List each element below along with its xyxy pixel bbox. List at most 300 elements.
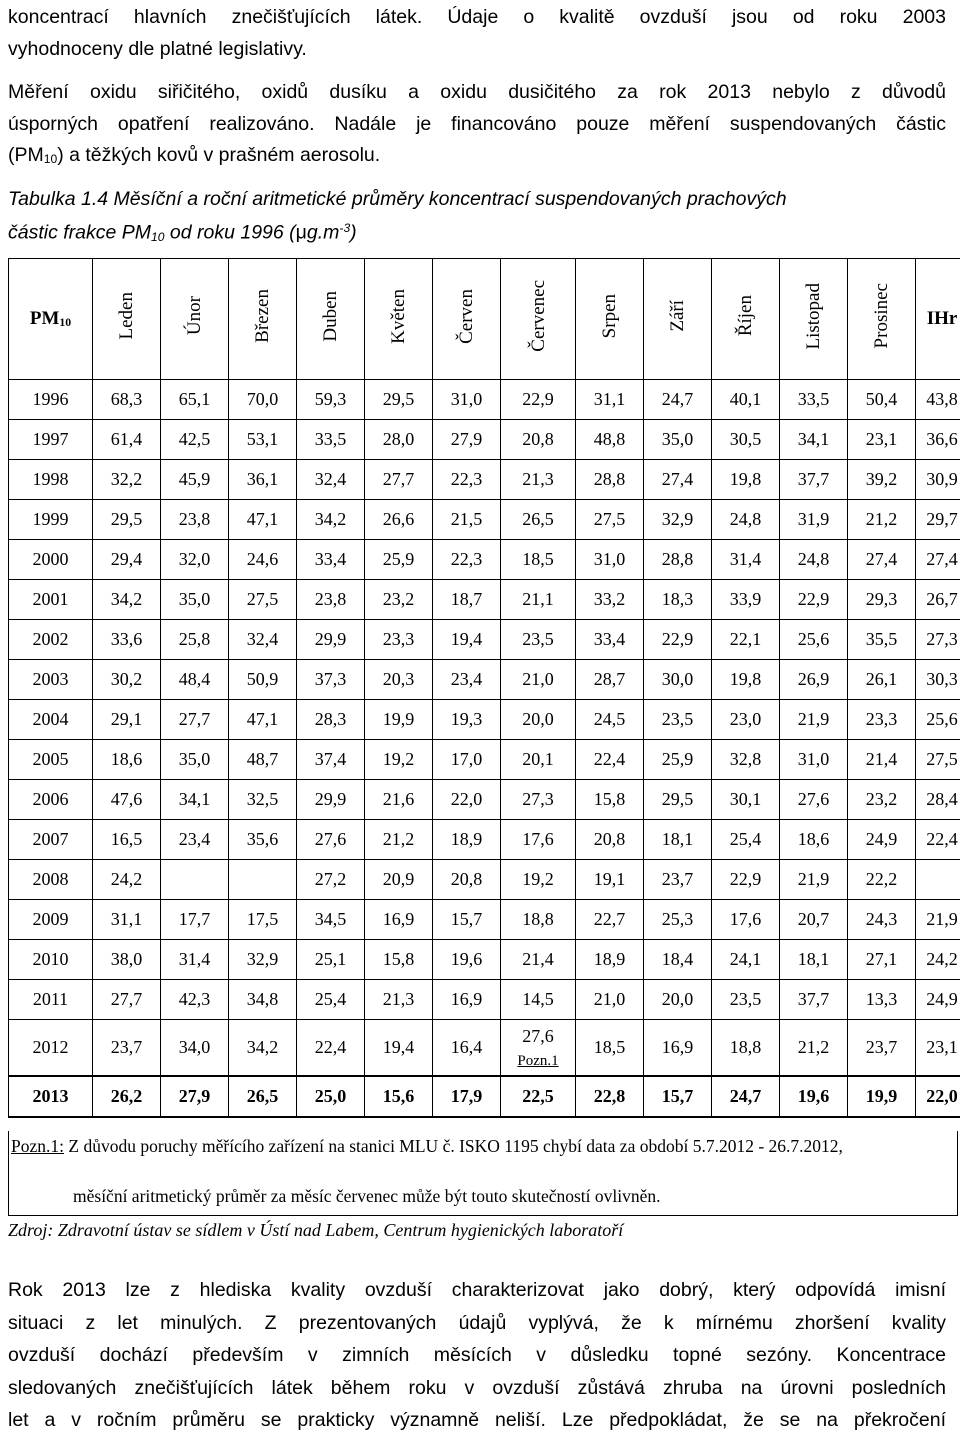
value-cell: 18,1 <box>780 940 848 980</box>
year-cell: 2005 <box>9 740 93 780</box>
header-month: Srpen <box>576 259 644 380</box>
value-cell: 37,7 <box>780 980 848 1020</box>
value-cell: 27,7 <box>93 980 161 1020</box>
value-cell: 26,9 <box>780 660 848 700</box>
value-cell: 32,9 <box>644 500 712 540</box>
value-cell: 29,4 <box>93 540 161 580</box>
value-cell: 24,6 <box>229 540 297 580</box>
year-cell: 2011 <box>9 980 93 1020</box>
value-cell: 29,5 <box>644 780 712 820</box>
value-cell: 26,7 <box>916 580 960 620</box>
value-cell: 47,6 <box>93 780 161 820</box>
value-cell: 32,0 <box>161 540 229 580</box>
value-cell: 27,5 <box>576 500 644 540</box>
value-cell: 37,3 <box>297 660 365 700</box>
value-cell: 35,6 <box>229 820 297 860</box>
table-row <box>9 540 960 580</box>
value-cell: 33,5 <box>297 420 365 460</box>
value-cell: 24,3 <box>848 900 916 940</box>
value-cell: 20,8 <box>576 820 644 860</box>
value-cell: 34,8 <box>229 980 297 1020</box>
value-cell: 65,1 <box>161 380 229 420</box>
value-cell: 26,5 <box>501 500 576 540</box>
value-cell: 24,2 <box>916 940 960 980</box>
table-row <box>9 460 960 500</box>
value-cell: 15,6 <box>365 1076 433 1117</box>
value-cell: 21,3 <box>365 980 433 1020</box>
value-cell: 20,8 <box>501 420 576 460</box>
value-cell: 59,3 <box>297 380 365 420</box>
value-cell: 33,9 <box>712 580 780 620</box>
header-month: Březen <box>229 259 297 380</box>
table-header-row <box>9 259 960 380</box>
value-cell: 47,1 <box>229 700 297 740</box>
value-cell: 21,9 <box>780 860 848 900</box>
value-cell: 15,8 <box>576 780 644 820</box>
outro-line: ovzduší dochází především v zimních měsících v důsledku topné sezóny. Koncentrace <box>8 1339 946 1372</box>
value-cell: 18,6 <box>780 820 848 860</box>
value-cell: 16,5 <box>93 820 161 860</box>
outro-line: let a v ročním průměru se prakticky významně neliší. Lze předpokládat, že se na překročení <box>8 1404 946 1437</box>
value-cell: 31,1 <box>93 900 161 940</box>
value-cell: 25,8 <box>161 620 229 660</box>
year-cell: 1998 <box>9 460 93 500</box>
value-cell: 28,8 <box>644 540 712 580</box>
header-month: Prosinec <box>848 259 916 380</box>
year-cell: 1997 <box>9 420 93 460</box>
value-cell: 25,6 <box>780 620 848 660</box>
value-cell: 22,3 <box>433 540 501 580</box>
value-cell: 19,4 <box>433 620 501 660</box>
value-cell: 27,4 <box>916 540 960 580</box>
value-cell: 23,3 <box>365 620 433 660</box>
value-cell: 21,6 <box>365 780 433 820</box>
value-cell: 68,3 <box>93 380 161 420</box>
table-row <box>9 1076 960 1117</box>
value-cell: 35,0 <box>161 740 229 780</box>
value-cell: 21,9 <box>916 900 960 940</box>
value-cell <box>229 860 297 900</box>
value-cell: 18,4 <box>644 940 712 980</box>
value-cell: 35,0 <box>644 420 712 460</box>
value-cell: 17,6 <box>712 900 780 940</box>
table-row <box>9 1020 960 1077</box>
value-cell: 33,2 <box>576 580 644 620</box>
intro-line: úsporných opatření realizováno. Nadále je financováno pouze měření suspendovaných částic <box>8 109 946 141</box>
value-cell: 33,4 <box>297 540 365 580</box>
value-cell: 24,1 <box>712 940 780 980</box>
value-cell: 27,7 <box>365 460 433 500</box>
table-footnote <box>8 1131 958 1216</box>
value-cell: 29,5 <box>93 500 161 540</box>
value-cell: 29,9 <box>297 620 365 660</box>
value-cell: 15,7 <box>433 900 501 940</box>
value-cell: 50,4 <box>848 380 916 420</box>
value-cell: 28,3 <box>297 700 365 740</box>
value-cell: 27,1 <box>848 940 916 980</box>
year-cell: 2006 <box>9 780 93 820</box>
value-cell: 40,1 <box>712 380 780 420</box>
value-cell: 27,7 <box>161 700 229 740</box>
value-cell: 22,0 <box>433 780 501 820</box>
year-cell: 1996 <box>9 380 93 420</box>
value-cell: 17,6 <box>501 820 576 860</box>
year-cell: 2009 <box>9 900 93 940</box>
value-cell: 33,5 <box>780 380 848 420</box>
year-cell: 2010 <box>9 940 93 980</box>
value-cell: 23,5 <box>501 620 576 660</box>
value-cell: 31,4 <box>161 940 229 980</box>
caption-line: částic frakce PM10 od roku 1996 $(\mu g.m^{-3})$ <box>8 214 948 252</box>
value-cell: 18,8 <box>501 900 576 940</box>
value-cell: 22,4 <box>916 820 960 860</box>
value-cell: 48,4 <box>161 660 229 700</box>
value-cell: 19,8 <box>712 660 780 700</box>
value-cell: 30,5 <box>712 420 780 460</box>
value-cell: 23,8 <box>297 580 365 620</box>
value-cell: 22,9 <box>644 620 712 660</box>
table-row <box>9 660 960 700</box>
value-cell: 28,4 <box>916 780 960 820</box>
header-month: Únor <box>161 259 229 380</box>
header-month: Duben <box>297 259 365 380</box>
value-cell: 28,8 <box>576 460 644 500</box>
year-cell: 2007 <box>9 820 93 860</box>
value-cell: 13,3 <box>848 980 916 1020</box>
value-cell: 22,4 <box>297 1020 365 1077</box>
value-cell: 29,1 <box>93 700 161 740</box>
value-cell: 22,9 <box>712 860 780 900</box>
value-cell: 26,6 <box>365 500 433 540</box>
value-cell: 34,2 <box>297 500 365 540</box>
value-cell: 20,9 <box>365 860 433 900</box>
year-cell: 2000 <box>9 540 93 580</box>
value-cell: 27,5 <box>916 740 960 780</box>
value-cell: 29,5 <box>365 380 433 420</box>
value-cell: 27,3 <box>916 620 960 660</box>
value-cell: 22,8 <box>576 1076 644 1117</box>
value-cell: 27,6 <box>780 780 848 820</box>
value-cell: 27,4 <box>848 540 916 580</box>
year-cell: 2004 <box>9 700 93 740</box>
value-cell: 23,0 <box>712 700 780 740</box>
value-cell: 21,2 <box>848 500 916 540</box>
value-cell: 30,2 <box>93 660 161 700</box>
value-cell: 32,4 <box>229 620 297 660</box>
value-cell: 29,3 <box>848 580 916 620</box>
value-cell: 19,9 <box>365 700 433 740</box>
value-cell: 15,7 <box>644 1076 712 1117</box>
value-cell: 31,4 <box>712 540 780 580</box>
value-cell: 27,6 <box>297 820 365 860</box>
year-cell: 2001 <box>9 580 93 620</box>
value-cell: 23,8 <box>161 500 229 540</box>
value-cell: 25,6 <box>916 700 960 740</box>
outro-line: sledovaných znečišťujících látek během roku v ovzduší zůstává zhruba na úrovni posledních <box>8 1372 946 1405</box>
value-cell: 16,9 <box>433 980 501 1020</box>
outro-line: situaci z let minulých. Z prezentovaných údajů vyplývá, že k mírnému zhoršení kvality <box>8 1307 946 1340</box>
value-cell: 23,7 <box>848 1020 916 1077</box>
value-cell: 21,3 <box>501 460 576 500</box>
year-cell: 2013 <box>9 1076 93 1117</box>
value-cell: 19,1 <box>576 860 644 900</box>
value-cell: 16,9 <box>365 900 433 940</box>
value-cell: 32,9 <box>229 940 297 980</box>
pm10-table <box>8 258 960 1118</box>
value-cell: 36,1 <box>229 460 297 500</box>
value-cell: 22,2 <box>848 860 916 900</box>
value-cell: 31,1 <box>576 380 644 420</box>
value-cell: 34,2 <box>229 1020 297 1077</box>
value-cell: 24,5 <box>576 700 644 740</box>
value-cell: 25,4 <box>712 820 780 860</box>
footnote-ref: Pozn.1 <box>501 1053 575 1070</box>
value-cell: 61,4 <box>93 420 161 460</box>
table-row <box>9 860 960 900</box>
value-cell: 48,8 <box>576 420 644 460</box>
value-cell: 15,8 <box>365 940 433 980</box>
intro-line: Měření oxidu siřičitého, oxidů dusíku a oxidu dusičitého za rok 2013 nebylo z důvodů <box>8 77 946 109</box>
value-cell: 28,0 <box>365 420 433 460</box>
value-cell: 19,2 <box>365 740 433 780</box>
value-cell: 23,1 <box>916 1020 960 1077</box>
value-cell: 22,4 <box>576 740 644 780</box>
value-cell: 26,1 <box>848 660 916 700</box>
value-cell: 22,7 <box>576 900 644 940</box>
value-cell: 24,9 <box>916 980 960 1020</box>
value-cell: 25,1 <box>297 940 365 980</box>
value-cell: 23,3 <box>848 700 916 740</box>
value-cell: 34,1 <box>161 780 229 820</box>
value-cell: 32,2 <box>93 460 161 500</box>
value-cell: 34,5 <box>297 900 365 940</box>
footnote-label: Pozn.1: <box>11 1136 64 1156</box>
value-cell: 19,9 <box>848 1076 916 1117</box>
outro-line: Rok 2013 lze z hlediska kvality ovzduší charakterizovat jako dobrý, který odpovídá imisní <box>8 1274 946 1307</box>
value-cell: 21,4 <box>848 740 916 780</box>
value-cell: 22,9 <box>501 380 576 420</box>
year-cell: 1999 <box>9 500 93 540</box>
value-cell: 37,4 <box>297 740 365 780</box>
value-cell: 19,4 <box>365 1020 433 1077</box>
caption-line: Tabulka 1.4 Měsíční a roční aritmetické průměry koncentrací suspendovaných prachových <box>8 185 948 214</box>
footnote-line: měsíční aritmetický průměr za měsíc červenec může být touto skutečností ovlivněn. <box>73 1186 661 1207</box>
intro-line: vyhodnoceny dle platné legislativy. <box>8 34 946 66</box>
intro-line: (PM10) a těžkých kovů v prašném aerosolu. <box>8 140 946 176</box>
value-cell: 70,0 <box>229 380 297 420</box>
value-cell: 32,5 <box>229 780 297 820</box>
year-cell: 2008 <box>9 860 93 900</box>
header-month: Červenec <box>501 259 576 380</box>
value-cell: 34,0 <box>161 1020 229 1077</box>
value-cell: 42,3 <box>161 980 229 1020</box>
outro-paragraph <box>8 1274 946 1437</box>
intro-paragraph <box>8 2 946 176</box>
value-cell: 19,6 <box>780 1076 848 1117</box>
value-cell: 23,7 <box>644 860 712 900</box>
value-cell: 27,2 <box>297 860 365 900</box>
value-cell: 33,6 <box>93 620 161 660</box>
value-cell: 17,9 <box>433 1076 501 1117</box>
value-cell: 24,9 <box>848 820 916 860</box>
value-cell: 19,3 <box>433 700 501 740</box>
value-cell: 23,4 <box>433 660 501 700</box>
value-cell: 18,6 <box>93 740 161 780</box>
value-cell: 45,9 <box>161 460 229 500</box>
value-cell: 22,9 <box>780 580 848 620</box>
header-month: Říjen <box>712 259 780 380</box>
table-row <box>9 980 960 1020</box>
value-cell: 16,9 <box>644 1020 712 1077</box>
table-row <box>9 620 960 660</box>
value-cell: 18,5 <box>501 540 576 580</box>
value-cell: 39,2 <box>848 460 916 500</box>
value-cell: 20,3 <box>365 660 433 700</box>
value-cell: 19,6 <box>433 940 501 980</box>
value-cell: 25,9 <box>644 740 712 780</box>
value-cell <box>916 860 960 900</box>
table-caption <box>8 185 948 252</box>
value-cell: 18,3 <box>644 580 712 620</box>
value-cell: 29,9 <box>297 780 365 820</box>
value-cell: 27,4 <box>644 460 712 500</box>
header-annual: IHr <box>916 259 960 380</box>
value-cell: 38,0 <box>93 940 161 980</box>
value-cell: 30,3 <box>916 660 960 700</box>
value-cell: 30,0 <box>644 660 712 700</box>
value-cell: 30,1 <box>712 780 780 820</box>
value-cell <box>161 860 229 900</box>
value-cell: 27,9 <box>161 1076 229 1117</box>
value-cell: 21,4 <box>501 940 576 980</box>
value-text: 27,6 <box>501 1026 575 1047</box>
value-cell: 27,9 <box>433 420 501 460</box>
table-row <box>9 500 960 540</box>
value-cell: 18,1 <box>644 820 712 860</box>
value-cell: 25,9 <box>365 540 433 580</box>
value-cell: 25,3 <box>644 900 712 940</box>
table-row <box>9 740 960 780</box>
value-cell: 18,9 <box>433 820 501 860</box>
value-cell: 23,5 <box>644 700 712 740</box>
value-cell: 36,6 <box>916 420 960 460</box>
value-cell: 23,7 <box>93 1020 161 1077</box>
year-cell: 2002 <box>9 620 93 660</box>
table-source: Zdroj: Zdravotní ústav se sídlem v Ústí nad Labem, Centrum hygienických laboratoří <box>8 1220 623 1241</box>
header-month: Září <box>644 259 712 380</box>
table-row <box>9 780 960 820</box>
value-cell: 21,0 <box>576 980 644 1020</box>
value-cell: 22,3 <box>433 460 501 500</box>
value-cell: 53,1 <box>229 420 297 460</box>
value-cell: 17,0 <box>433 740 501 780</box>
value-cell: 20,0 <box>644 980 712 1020</box>
value-cell: 29,7 <box>916 500 960 540</box>
table-row <box>9 580 960 620</box>
value-cell: 30,9 <box>916 460 960 500</box>
value-cell: 25,0 <box>297 1076 365 1117</box>
value-cell: 19,8 <box>712 460 780 500</box>
value-cell <box>501 1020 576 1077</box>
intro-line: koncentrací hlavních znečišťujících látek. Údaje o kvalitě ovzduší jsou od roku 2003 <box>8 2 946 34</box>
value-cell: 26,2 <box>93 1076 161 1117</box>
value-cell: 24,8 <box>780 540 848 580</box>
value-cell: 31,9 <box>780 500 848 540</box>
value-cell: 42,5 <box>161 420 229 460</box>
value-cell: 34,1 <box>780 420 848 460</box>
value-cell: 26,5 <box>229 1076 297 1117</box>
value-cell: 23,2 <box>848 780 916 820</box>
value-cell: 33,4 <box>576 620 644 660</box>
value-cell: 47,1 <box>229 500 297 540</box>
value-cell: 20,0 <box>501 700 576 740</box>
year-cell: 2012 <box>9 1020 93 1077</box>
footnote-line: Pozn.1: Z důvodu poruchy měřícího zařízení na stanici MLU č. ISKO 1195 chybí data za období 5.7.2012 - 26.7.2012, <box>11 1136 843 1157</box>
table-row <box>9 420 960 460</box>
value-cell: 23,4 <box>161 820 229 860</box>
value-cell: 34,2 <box>93 580 161 620</box>
value-cell: 18,7 <box>433 580 501 620</box>
value-cell: 24,7 <box>644 380 712 420</box>
value-cell: 21,1 <box>501 580 576 620</box>
value-cell: 21,9 <box>780 700 848 740</box>
value-cell: 17,5 <box>229 900 297 940</box>
value-cell: 32,4 <box>297 460 365 500</box>
table-row <box>9 900 960 940</box>
value-cell: 23,1 <box>848 420 916 460</box>
value-cell: 28,7 <box>576 660 644 700</box>
value-cell: 43,8 <box>916 380 960 420</box>
value-cell: 32,8 <box>712 740 780 780</box>
header-month: Leden <box>93 259 161 380</box>
value-cell: 50,9 <box>229 660 297 700</box>
value-cell: 24,7 <box>712 1076 780 1117</box>
value-cell: 31,0 <box>433 380 501 420</box>
value-cell: 35,0 <box>161 580 229 620</box>
value-cell: 31,0 <box>576 540 644 580</box>
value-cell: 20,1 <box>501 740 576 780</box>
value-cell: 35,5 <box>848 620 916 660</box>
value-cell: 48,7 <box>229 740 297 780</box>
table-row <box>9 380 960 420</box>
value-cell: 31,0 <box>780 740 848 780</box>
value-cell: 24,2 <box>93 860 161 900</box>
value-cell: 21,0 <box>501 660 576 700</box>
value-cell: 21,2 <box>365 820 433 860</box>
value-cell: 27,5 <box>229 580 297 620</box>
value-cell: 21,5 <box>433 500 501 540</box>
value-cell: 14,5 <box>501 980 576 1020</box>
value-cell: 22,5 <box>501 1076 576 1117</box>
header-month: Květen <box>365 259 433 380</box>
value-cell: 37,7 <box>780 460 848 500</box>
value-cell: 20,7 <box>780 900 848 940</box>
header-pm10: PM10 <box>9 259 93 380</box>
value-cell: 25,4 <box>297 980 365 1020</box>
table-row <box>9 700 960 740</box>
value-cell: 23,5 <box>712 980 780 1020</box>
value-cell: 27,3 <box>501 780 576 820</box>
value-cell: 22,1 <box>712 620 780 660</box>
table-row <box>9 820 960 860</box>
value-cell: 16,4 <box>433 1020 501 1077</box>
header-month: Červen <box>433 259 501 380</box>
value-cell: 23,2 <box>365 580 433 620</box>
table-row <box>9 940 960 980</box>
value-cell: 18,9 <box>576 940 644 980</box>
value-cell: 20,8 <box>433 860 501 900</box>
value-cell: 18,5 <box>576 1020 644 1077</box>
